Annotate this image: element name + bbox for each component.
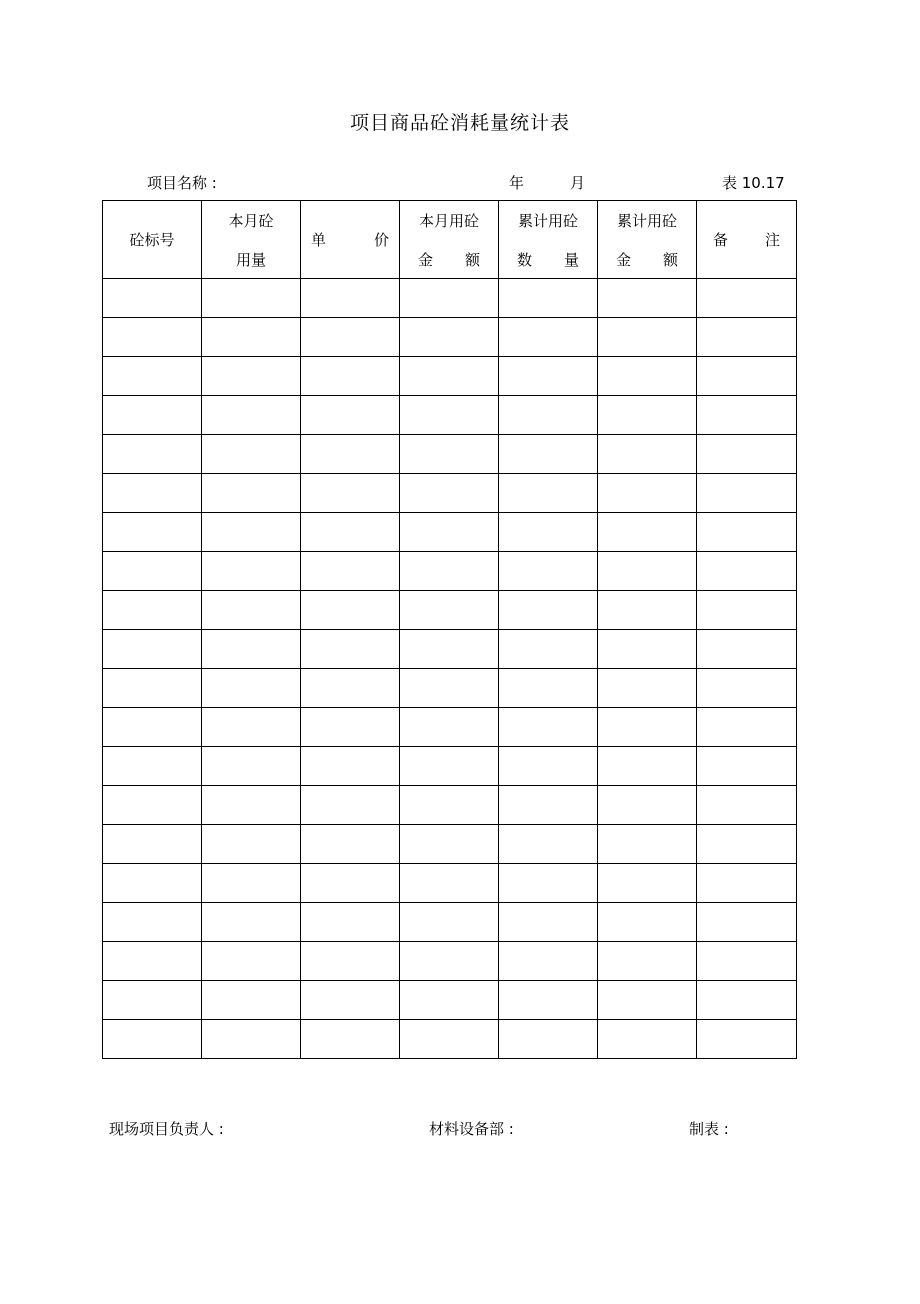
table-cell (400, 903, 499, 942)
table-cell (202, 981, 301, 1020)
table-cell (499, 552, 598, 591)
table-cell (697, 708, 797, 747)
table-cell (301, 864, 400, 903)
table-cell (103, 357, 202, 396)
table-cell (598, 630, 697, 669)
table-cell (499, 630, 598, 669)
table-cell (499, 1020, 598, 1059)
table-row (103, 747, 797, 786)
table-cell (697, 279, 797, 318)
table-body (103, 279, 797, 1059)
table-cell (499, 435, 598, 474)
table-cell (301, 1020, 400, 1059)
table-row (103, 864, 797, 903)
table-cell (202, 786, 301, 825)
table-cell (400, 357, 499, 396)
table-cell (697, 435, 797, 474)
table-cell (103, 474, 202, 513)
table-cell (499, 747, 598, 786)
table-cell (103, 864, 202, 903)
table-cell (598, 474, 697, 513)
table-cell (400, 552, 499, 591)
table-row (103, 669, 797, 708)
col-header-unit-price: 单 价 (301, 201, 400, 279)
table-cell (103, 591, 202, 630)
table-cell (400, 1020, 499, 1059)
table-cell (598, 318, 697, 357)
table-cell (598, 903, 697, 942)
table-row (103, 513, 797, 552)
table-cell (499, 591, 598, 630)
project-name-label: 项目名称 : (147, 174, 217, 192)
table-cell (499, 942, 598, 981)
table-cell (202, 513, 301, 552)
col-header-monthly-usage: 本月砼 用量 (202, 201, 301, 279)
table-cell (598, 552, 697, 591)
table-cell (103, 513, 202, 552)
table-cell (202, 435, 301, 474)
table-row (103, 552, 797, 591)
col-header-cumulative-amount: 累计用砼 金 额 (598, 201, 697, 279)
table-cell (499, 318, 598, 357)
table-cell (301, 747, 400, 786)
table-cell (103, 279, 202, 318)
table-cell (202, 747, 301, 786)
table-cell (499, 825, 598, 864)
table-cell (499, 396, 598, 435)
table-cell (202, 552, 301, 591)
table-cell (697, 552, 797, 591)
consumption-table (102, 200, 797, 1059)
table-cell (598, 591, 697, 630)
table-cell (598, 279, 697, 318)
table-cell (499, 669, 598, 708)
table-cell (697, 591, 797, 630)
table-cell (499, 864, 598, 903)
table-row (103, 786, 797, 825)
table-cell (202, 942, 301, 981)
table-cell (697, 786, 797, 825)
table-cell (202, 708, 301, 747)
table-cell (301, 591, 400, 630)
table-cell (697, 747, 797, 786)
table-row (103, 318, 797, 357)
table-cell (400, 864, 499, 903)
table-row (103, 825, 797, 864)
table-cell (301, 786, 400, 825)
table-cell (301, 903, 400, 942)
table-cell (301, 279, 400, 318)
col-header-grade: 砼标号 (103, 201, 202, 279)
year-label: 年 (509, 174, 525, 192)
table-row (103, 435, 797, 474)
table-cell (400, 435, 499, 474)
table-cell (697, 630, 797, 669)
table-cell (103, 669, 202, 708)
table-cell (499, 708, 598, 747)
table-cell (103, 942, 202, 981)
table-cell (598, 1020, 697, 1059)
page-title: 项目商品砼消耗量统计表 (349, 112, 570, 134)
table-cell (697, 474, 797, 513)
table-cell (301, 552, 400, 591)
table-cell (598, 435, 697, 474)
table-cell (202, 591, 301, 630)
table-cell (598, 357, 697, 396)
table-cell (103, 981, 202, 1020)
table-cell (202, 903, 301, 942)
table-cell (400, 669, 499, 708)
table-cell (202, 825, 301, 864)
table-cell (697, 318, 797, 357)
table-cell (499, 903, 598, 942)
table-cell (598, 513, 697, 552)
table-cell (202, 864, 301, 903)
table-cell (598, 669, 697, 708)
table-cell (598, 864, 697, 903)
table-cell (499, 513, 598, 552)
table-cell (697, 357, 797, 396)
table-cell (301, 708, 400, 747)
table-cell (598, 825, 697, 864)
table-cell (400, 513, 499, 552)
table-cell (499, 357, 598, 396)
table-cell (103, 1020, 202, 1059)
table-cell (400, 825, 499, 864)
table-cell (301, 669, 400, 708)
table-cell (103, 435, 202, 474)
table-cell (301, 396, 400, 435)
table-cell (598, 708, 697, 747)
table-cell (202, 357, 301, 396)
table-row (103, 903, 797, 942)
table-row (103, 357, 797, 396)
table-cell (400, 786, 499, 825)
table-cell (301, 825, 400, 864)
table-cell (598, 981, 697, 1020)
col-header-remarks: 备 注 (697, 201, 797, 279)
table-cell (697, 981, 797, 1020)
table-cell (598, 942, 697, 981)
table-cell (301, 474, 400, 513)
table-row (103, 1020, 797, 1059)
table-cell (103, 747, 202, 786)
table-cell (301, 513, 400, 552)
table-cell (499, 474, 598, 513)
month-label: 月 (570, 174, 586, 192)
col-header-cumulative-quantity: 累计用砼 数 量 (499, 201, 598, 279)
table-cell (400, 279, 499, 318)
table-cell (202, 669, 301, 708)
table-cell (301, 435, 400, 474)
table-cell (598, 747, 697, 786)
table-cell (499, 981, 598, 1020)
table-row (103, 981, 797, 1020)
table-cell (202, 396, 301, 435)
site-manager-label: 现场项目负责人 : (109, 1120, 224, 1138)
table-cell (697, 1020, 797, 1059)
table-cell (103, 630, 202, 669)
table-cell (103, 708, 202, 747)
table-row (103, 474, 797, 513)
table-cell (400, 942, 499, 981)
table-cell (301, 942, 400, 981)
table-cell (400, 474, 499, 513)
table-cell (697, 396, 797, 435)
table-cell (103, 318, 202, 357)
prepared-by-label: 制表 : (689, 1120, 729, 1138)
table-cell (301, 318, 400, 357)
col-header-monthly-amount: 本月用砼 金 额 (400, 201, 499, 279)
table-row (103, 708, 797, 747)
table-cell (301, 981, 400, 1020)
table-cell (697, 669, 797, 708)
table-cell (598, 786, 697, 825)
table-cell (103, 825, 202, 864)
table-cell (103, 552, 202, 591)
table-cell (400, 747, 499, 786)
table-cell (400, 591, 499, 630)
table-cell (202, 1020, 301, 1059)
table-cell (400, 981, 499, 1020)
table-cell (697, 864, 797, 903)
table-cell (697, 825, 797, 864)
table-cell (301, 630, 400, 669)
table-header-row (103, 201, 797, 279)
table-cell (400, 708, 499, 747)
table-cell (400, 630, 499, 669)
table-row (103, 591, 797, 630)
table-row (103, 630, 797, 669)
table-cell (301, 357, 400, 396)
table-cell (598, 396, 697, 435)
table-cell (697, 942, 797, 981)
table-cell (499, 786, 598, 825)
table-cell (103, 786, 202, 825)
table-cell (499, 279, 598, 318)
materials-dept-label: 材料设备部 : (429, 1120, 514, 1138)
table-row (103, 942, 797, 981)
table-cell (202, 279, 301, 318)
table-cell (202, 318, 301, 357)
form-number: 表 10.17 (722, 174, 785, 192)
table-cell (103, 396, 202, 435)
table-cell (400, 396, 499, 435)
table-cell (202, 630, 301, 669)
table-cell (697, 513, 797, 552)
table-cell (400, 318, 499, 357)
table-cell (697, 903, 797, 942)
table-cell (202, 474, 301, 513)
table-cell (103, 903, 202, 942)
table-row (103, 279, 797, 318)
table-row (103, 396, 797, 435)
